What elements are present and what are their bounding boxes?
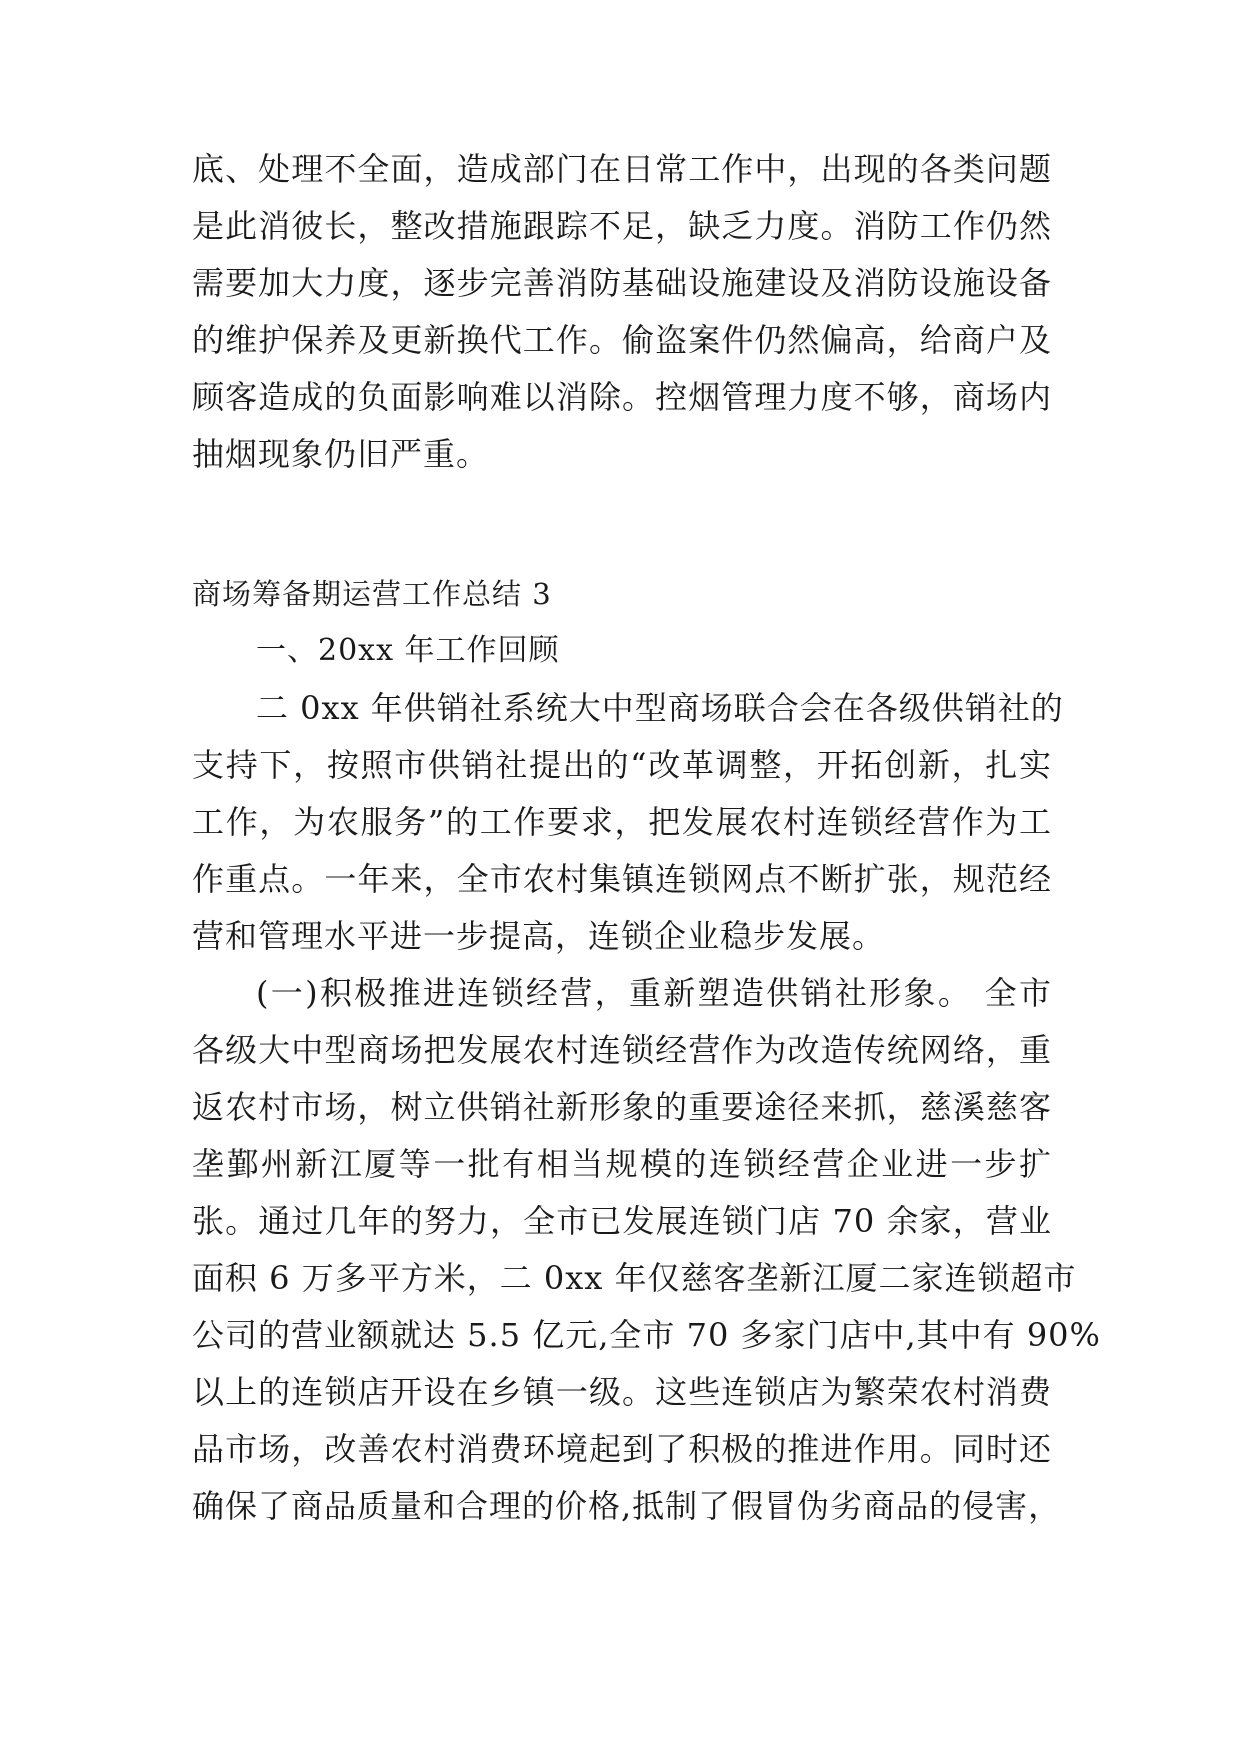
paragraph-1-line-3: 工作，为农服务”的工作要求，把发展农村连锁经营作为工 (192, 803, 1052, 841)
paragraph-2-line-7: 公司的营业额就达 5.5 亿元,全市 70 多家门店中,其中有 90% (192, 1316, 1101, 1354)
continuation-line-3: 需要加大力度，逐步完善消防基础设施建设及消防设施设备 (192, 264, 1052, 302)
paragraph-1-line-1: 二 0xx 年供销社系统大中型商场联合会在各级供销社的 (256, 689, 1064, 727)
paragraph-1-line-5: 营和管理水平进一步提高，连锁企业稳步发展。 (192, 917, 886, 955)
continuation-line-1: 底、处理不全面，造成部门在日常工作中，出现的各类问题 (192, 150, 1052, 188)
paragraph-2-line-2: 各级大中型商场把发展农村连锁经营作为改造传统网络，重 (192, 1031, 1052, 1069)
paragraph-1-line-4: 作重点。一年来，全市农村集镇连锁网点不断扩张，规范经 (192, 860, 1052, 898)
continuation-line-2: 是此消彼长，整改措施跟踪不足，缺乏力度。消防工作仍然 (192, 207, 1052, 245)
paragraph-1-line-2: 支持下，按照市供销社提出的“改革调整，开拓创新，扎实 (192, 746, 1052, 784)
continuation-line-4: 的维护保养及更新换代工作。偷盗案件仍然偏高，给商户及 (192, 321, 1052, 359)
paragraph-2-line-6: 面积 6 万多平方米，二 0xx 年仅慈客垄新江厦二家连锁超市 (192, 1259, 1077, 1297)
section-title: 商场筹备期运营工作总结 3 (192, 577, 552, 611)
paragraph-2-line-8: 以上的连锁店开设在乡镇一级。这些连锁店为繁荣农村消费 (192, 1373, 1052, 1411)
paragraph-2-line-5: 张。通过几年的努力，全市已发展连锁门店 70 余家，营业 (192, 1202, 1052, 1240)
paragraph-2-line-10: 确保了商品质量和合理的价格,抵制了假冒伪劣商品的侵害， (192, 1487, 1062, 1525)
continuation-line-6: 抽烟现象仍旧严重。 (192, 435, 490, 473)
paragraph-2-line-3: 返农村市场，树立供销社新形象的重要途径来抓，慈溪慈客 (192, 1088, 1052, 1126)
continuation-line-5: 顾客造成的负面影响难以消除。控烟管理力度不够，商场内 (192, 378, 1052, 416)
paragraph-2-line-9: 品市场，改善农村消费环境起到了积极的推进作用。同时还 (192, 1430, 1052, 1468)
paragraph-2-line-1: (一)积极推进连锁经营，重新塑造供销社形象。 全市 (256, 974, 1052, 1012)
paragraph-2-line-4: 垄鄞州新江厦等一批有相当规模的连锁经营企业进一步扩 (192, 1145, 1052, 1183)
subheading: 一、20xx 年工作回顾 (256, 633, 560, 668)
